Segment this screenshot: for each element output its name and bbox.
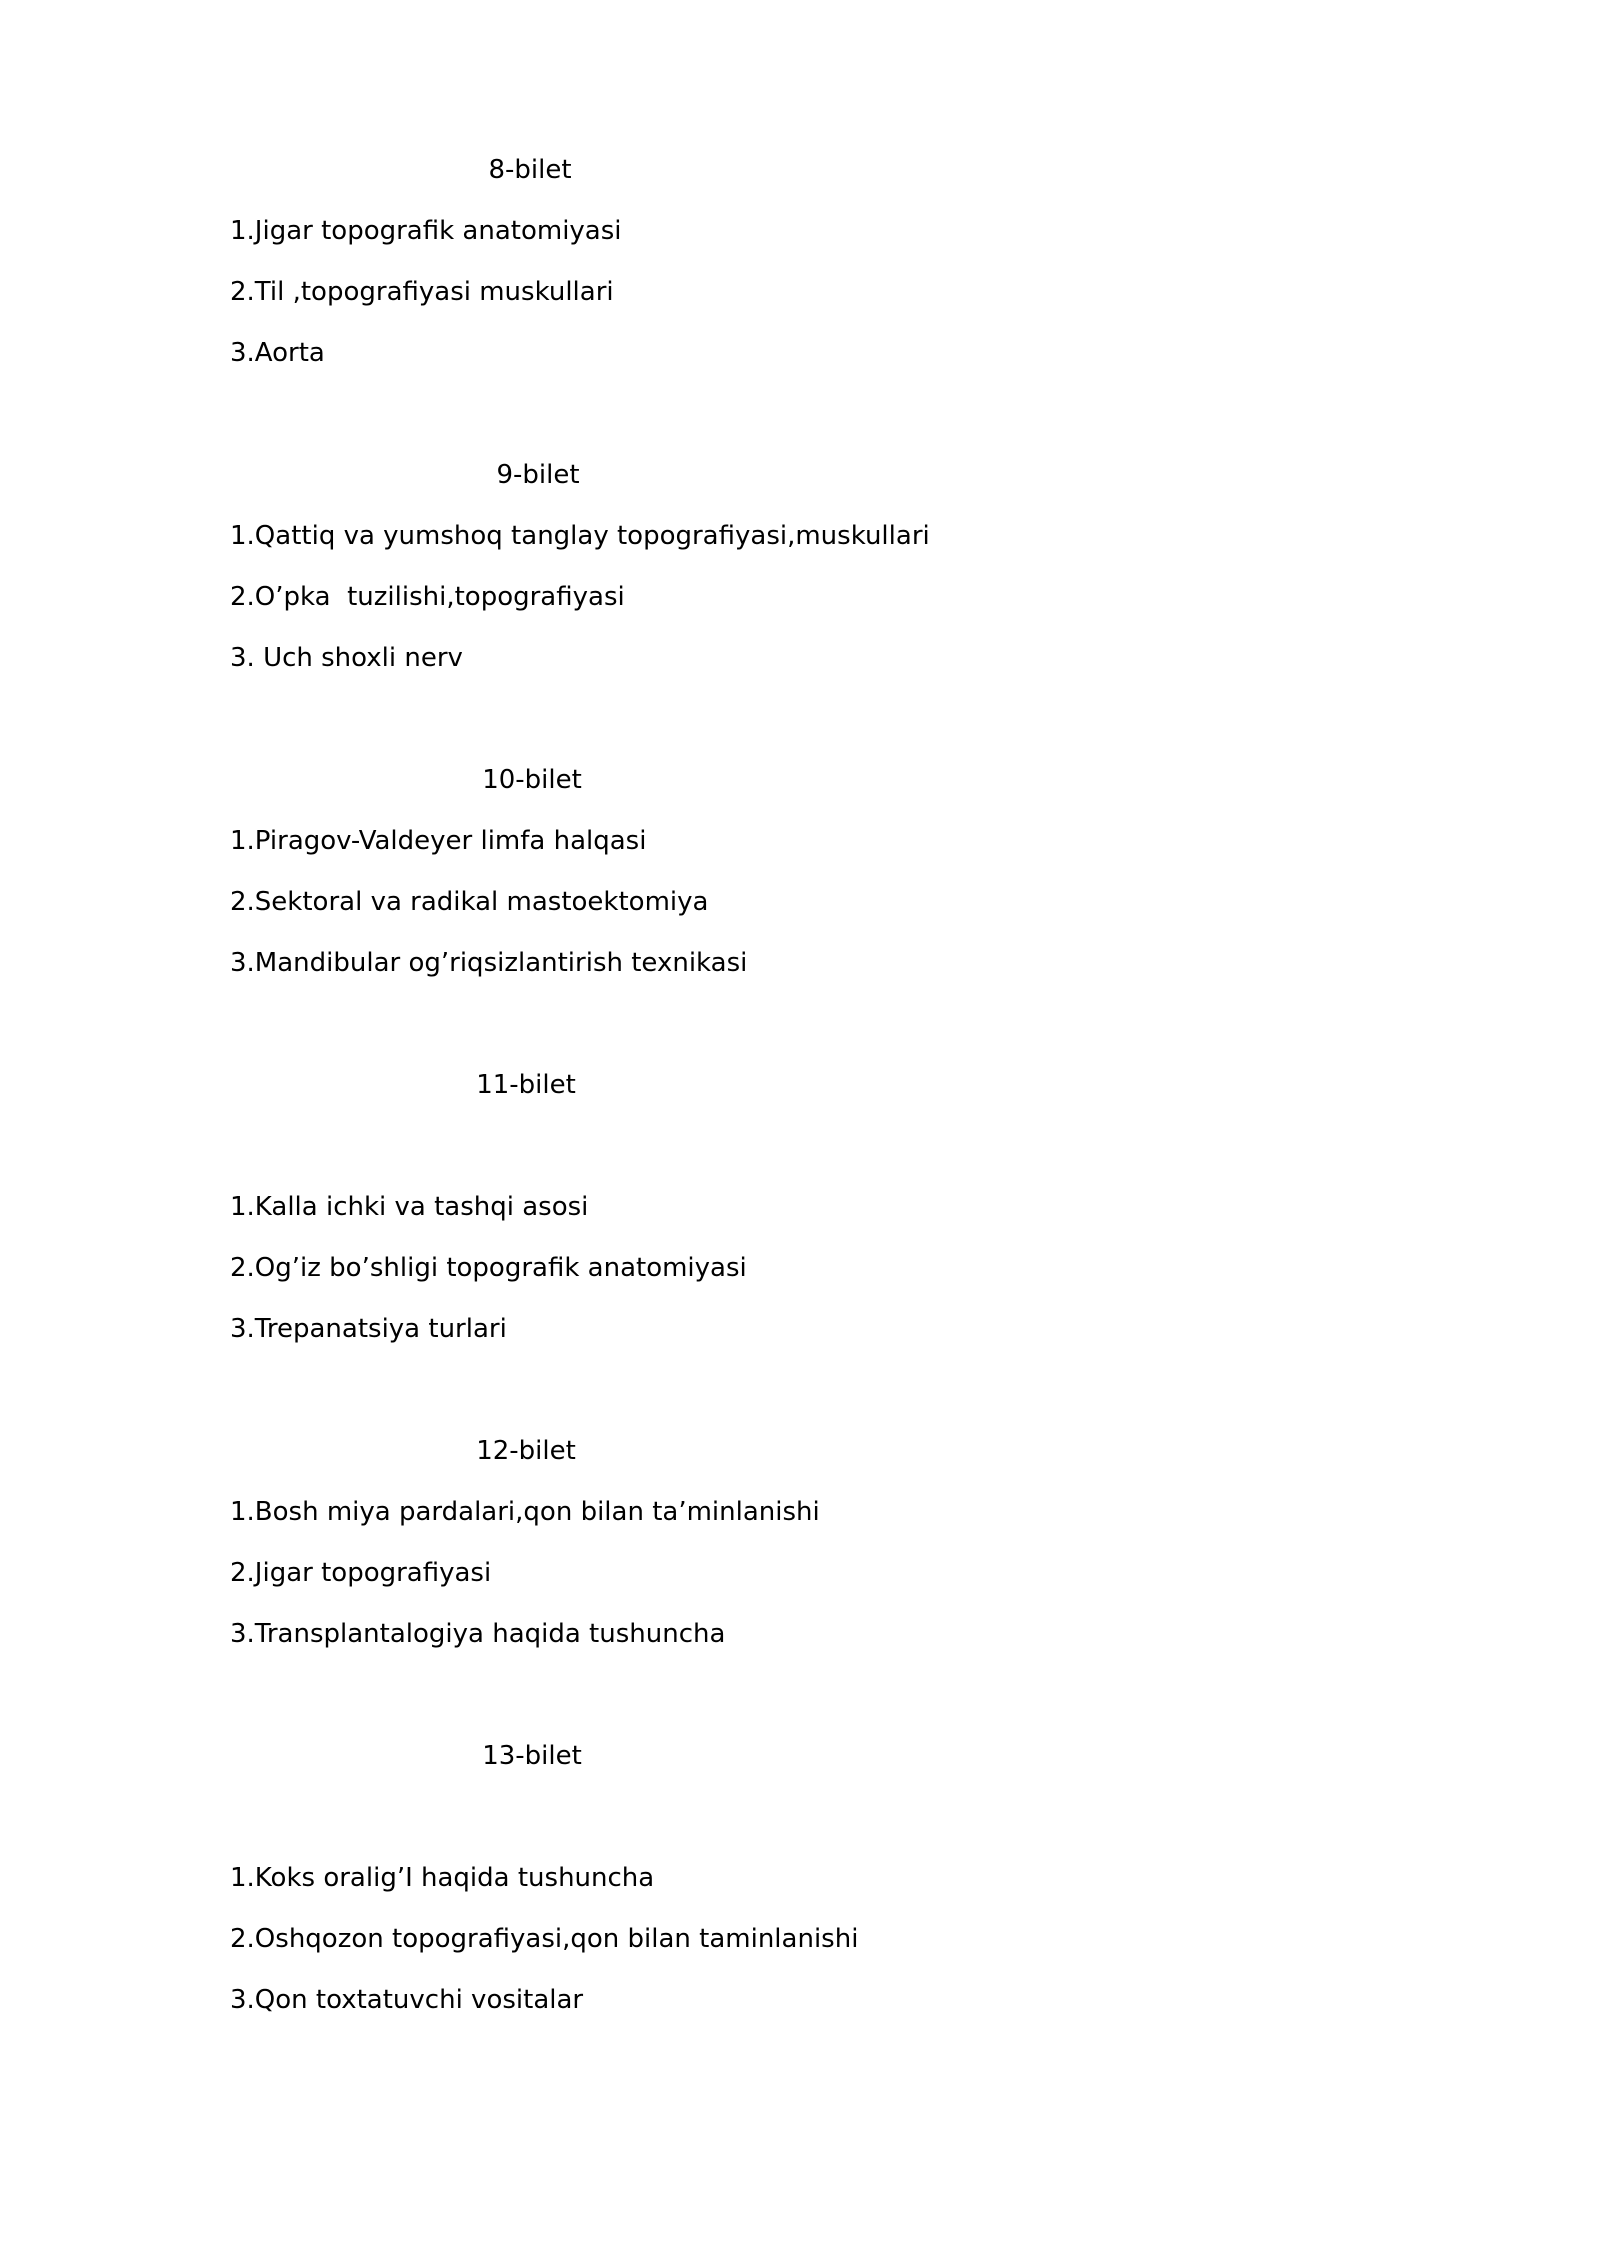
ticket-title-9: 9-bilet — [496, 460, 580, 490]
ticket-12-question-2: 2.Jigar topografiyasi — [230, 1558, 492, 1588]
ticket-8-question-3: 3.Aorta — [230, 338, 325, 368]
ticket-9-question-1: 1.Qattiq va yumshoq tanglay topografiyasi,muskullari — [230, 521, 930, 551]
ticket-title-13: 13-bilet — [482, 1741, 582, 1771]
ticket-8-question-2: 2.Til ,topografiyasi muskullari — [230, 277, 614, 307]
ticket-10-question-3: 3.Mandibular og’riqsizlantirish texnikasi — [230, 948, 748, 978]
ticket-11-question-2: 2.Og’iz bo’shligi topografik anatomiyasi — [230, 1253, 747, 1283]
ticket-11-question-3: 3.Trepanatsiya turlari — [230, 1314, 507, 1344]
ticket-9-question-3: 3. Uch shoxli nerv — [230, 643, 463, 673]
ticket-title-11: 11-bilet — [476, 1070, 576, 1100]
ticket-12-question-1: 1.Bosh miya pardalari,qon bilan ta’minlanishi — [230, 1497, 820, 1527]
ticket-title-12: 12-bilet — [476, 1436, 576, 1466]
ticket-13-question-2: 2.Oshqozon topografiyasi,qon bilan taminlanishi — [230, 1924, 859, 1954]
ticket-8-question-1: 1.Jigar topografik anatomiyasi — [230, 216, 622, 246]
ticket-title-10: 10-bilet — [482, 765, 582, 795]
ticket-13-question-3: 3.Qon toxtatuvchi vositalar — [230, 1985, 584, 2015]
ticket-13-question-1: 1.Koks oralig’I haqida tushuncha — [230, 1863, 655, 1893]
ticket-10-question-1: 1.Piragov-Valdeyer limfa halqasi — [230, 826, 647, 856]
ticket-9-question-2: 2.O’pka tuzilishi,topografiyasi — [230, 582, 625, 612]
ticket-10-question-2: 2.Sektoral va radikal mastoektomiya — [230, 887, 709, 917]
ticket-11-question-1: 1.Kalla ichki va tashqi asosi — [230, 1192, 589, 1222]
ticket-title-8: 8-bilet — [488, 155, 572, 185]
ticket-12-question-3: 3.Transplantalogiya haqida tushuncha — [230, 1619, 726, 1649]
